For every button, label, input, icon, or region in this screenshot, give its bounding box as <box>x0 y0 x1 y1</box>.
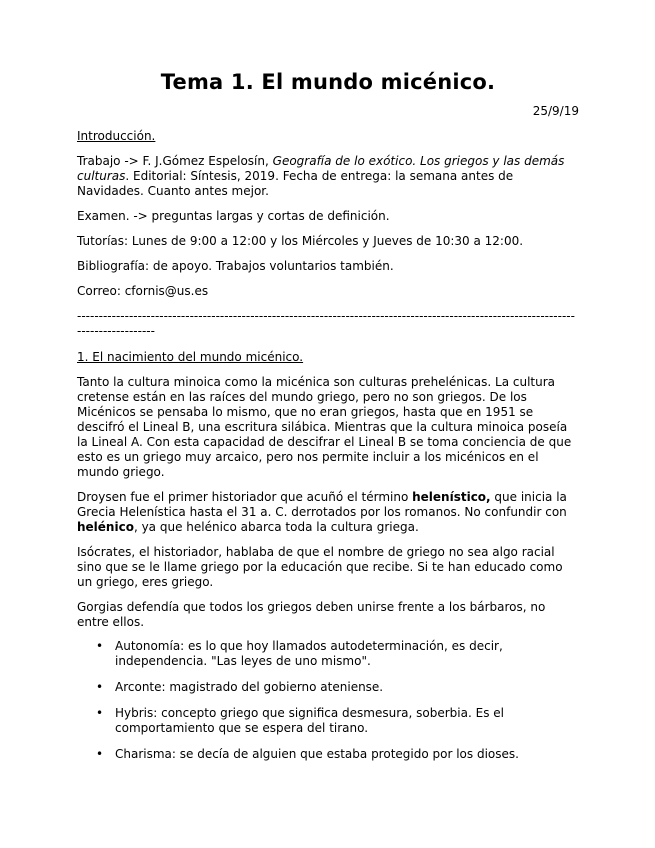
bibliografia-paragraph: Bibliografía: de apoyo. Trabajos voluntarios también. <box>77 259 394 273</box>
section1-paragraph-3: Isócrates, el historiador, hablaba de que el nombre de griego no sea algo racial sino que se le llame griego por la educación que recibe. Si te han educado como un griego, eres griego. <box>77 545 563 589</box>
list-item: • Charisma: se decía de alguien que estaba protegido por los dioses. <box>115 747 579 762</box>
term-helenistico: helenístico, <box>412 490 491 504</box>
list-item: • Arconte: magistrado del gobierno ateniense. <box>115 680 579 695</box>
section1-heading: 1. El nacimiento del mundo micénico. <box>77 350 304 364</box>
p2-part-c: que inicia la Grecia Helenística hasta el 31 a. C. derrotados por los romanos. No confundir con <box>77 490 567 519</box>
examen-paragraph: Examen. -> preguntas largas y cortas de definición. <box>77 209 390 223</box>
date: 25/9/19 <box>532 104 579 118</box>
p2-part-a: Droysen fue el primer historiador que acuñó el término <box>77 490 413 504</box>
trabajo-paragraph <box>77 154 579 199</box>
definitions-list <box>77 639 579 762</box>
p2-part-e: , ya que helénico abarca toda la cultura griega. <box>133 520 419 534</box>
intro-heading: Introducción. <box>77 129 156 143</box>
section1-paragraph-2 <box>77 490 579 535</box>
trabajo-suffix: . Editorial: Síntesis, 2019. Fecha de entrega: la semana antes de Navidades. Cuanto antes mejor. <box>77 169 514 198</box>
correo-paragraph: Correo: cfornis@us.es <box>77 284 209 298</box>
term-helenico: helénico <box>77 520 134 534</box>
list-item: • Autonomía: es lo que hoy llamados autodeterminación, es decir, independencia. "Las leyes de uno mismo". <box>115 639 579 669</box>
separator-line: ------------------------------------------------------------------------------------------------------------------------------------- <box>77 309 575 338</box>
list-item: • Hybris: concepto griego que significa desmesura, soberbia. Es el comportamiento que se espera del tirano. <box>115 706 579 736</box>
section1-paragraph-1: Tanto la cultura minoica como la micénica son culturas prehelénicas. La cultura cretense están en las raíces del mundo griego, pero no son griegos. De los Micénicos se pensaba lo mismo, que no eran griegos, hasta que en 1951 se descifró el Lineal B, una escritura silábica. Mientras que la cultura minoica poseía la Lineal A. Con esta capacidad de descifrar el Lineal B se toma conciencia de que esto es un griego muy arcaico, pero nos permite incluir a los micénicos en el mundo griego. <box>77 375 572 479</box>
page-title: Tema 1. El mundo micénico. <box>160 70 496 94</box>
tutorias-paragraph: Tutorías: Lunes de 9:00 a 12:00 y los Miércoles y Jueves de 10:30 a 12:00. <box>77 234 524 248</box>
trabajo-book-title: Geografía de lo exótico. Los griegos y las demás culturas <box>77 154 565 183</box>
section1-paragraph-4: Gorgias defendía que todos los griegos deben unirse frente a los bárbaros, no entre ellos. <box>77 600 546 629</box>
trabajo-prefix: Trabajo -> F. J.Gómez Espelosín, <box>77 154 273 168</box>
